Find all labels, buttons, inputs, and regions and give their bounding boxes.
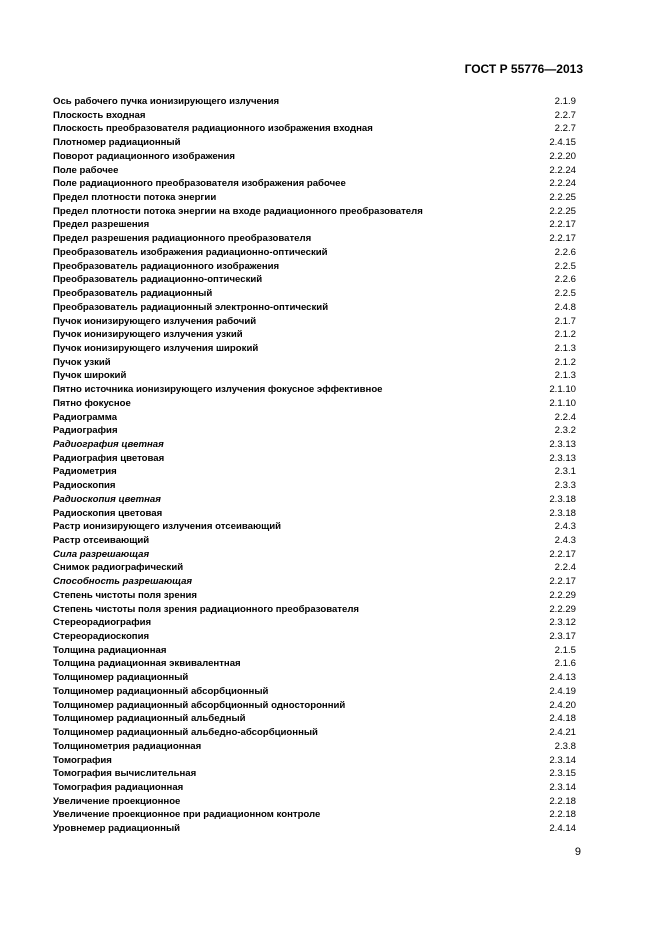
index-ref: 2.1.2 <box>554 329 576 341</box>
index-entry <box>53 150 576 164</box>
index-ref: 2.3.1 <box>554 466 576 478</box>
index-entry <box>53 136 576 150</box>
index-entry <box>53 712 576 726</box>
index-term: Толщиномер радиационный альбедный <box>53 713 246 725</box>
index-term: Уровнемер радиационный <box>53 823 181 835</box>
index-ref: 2.4.8 <box>554 301 576 313</box>
index-ref: 2.2.25 <box>549 192 576 204</box>
index-ref: 2.2.17 <box>549 548 576 560</box>
index-term: Стереорадиоскопия <box>53 631 150 643</box>
index-ref: 2.2.17 <box>549 576 576 588</box>
index-term: Радиограмма <box>53 411 118 423</box>
index-ref: 2.3.13 <box>549 438 576 450</box>
index-entry <box>53 356 576 370</box>
index-term: Предел плотности потока энергии <box>53 192 217 204</box>
index-term: Толщиномер радиационный <box>53 672 189 684</box>
index-entry <box>53 218 576 232</box>
index-entry <box>53 177 576 191</box>
index-term: Стереорадиография <box>53 617 152 629</box>
index-term: Пучок ионизирующего излучения узкий <box>53 329 243 341</box>
index-term: Плоскость входная <box>53 109 146 121</box>
index-term: Растр отсеивающий <box>53 535 150 546</box>
index-entry <box>53 589 576 603</box>
index-entry <box>53 411 576 425</box>
index-term: Пучок узкий <box>53 356 111 368</box>
index-term: Томография радиационная <box>53 781 184 793</box>
index-term: Пятно источника ионизирующего излучения фокусное эффективное <box>53 384 383 396</box>
index-term: Преобразователь радиационный <box>53 288 213 300</box>
index-ref: 2.4.3 <box>554 535 576 546</box>
index-entry <box>53 95 576 109</box>
index-ref: 2.3.18 <box>549 507 576 519</box>
index-term: Радиография цветовая <box>53 452 165 464</box>
index-entry <box>53 507 576 521</box>
index-ref: 2.2.24 <box>549 178 576 190</box>
term-index-list <box>53 95 576 836</box>
index-entry <box>53 109 576 123</box>
index-ref: 2.2.7 <box>554 123 576 135</box>
index-term: Толщиномер радиационный альбедно-абсорбционный <box>53 727 318 739</box>
index-ref: 2.3.8 <box>554 740 576 752</box>
index-entry <box>53 603 576 617</box>
index-entry <box>53 822 576 836</box>
index-ref: 2.2.7 <box>554 109 576 121</box>
index-ref: 2.3.14 <box>549 781 576 793</box>
index-entry <box>53 465 576 479</box>
index-ref: 2.2.17 <box>549 219 576 231</box>
index-ref: 2.4.19 <box>549 685 576 697</box>
index-term: Пучок широкий <box>53 370 127 382</box>
index-ref: 2.1.9 <box>554 96 576 107</box>
index-ref: 2.1.3 <box>554 342 576 354</box>
index-entry <box>53 315 576 329</box>
index-entry <box>53 630 576 644</box>
index-term: Поворот радиационного изображения <box>53 150 235 162</box>
index-entry <box>53 671 576 685</box>
index-term: Предел разрешения радиационного преобразователя <box>53 233 312 245</box>
index-entry <box>53 644 576 658</box>
index-entry <box>53 164 576 178</box>
index-entry <box>53 191 576 205</box>
index-entry <box>53 342 576 356</box>
index-ref: 2.1.3 <box>554 370 576 382</box>
index-term: Предел разрешения <box>53 219 150 231</box>
index-entry <box>53 534 576 548</box>
index-entry <box>53 424 576 438</box>
index-entry <box>53 561 576 575</box>
index-entry <box>53 575 576 589</box>
index-term: Толщина радиационная эквивалентная <box>53 658 241 670</box>
index-term: Ось рабочего пучка ионизирующего излучения <box>53 96 280 107</box>
index-term: Радиоскопия цветная <box>53 493 161 505</box>
index-term: Степень чистоты поля зрения <box>53 589 198 601</box>
index-entry <box>53 781 576 795</box>
index-entry <box>53 246 576 260</box>
index-term: Снимок радиографический <box>53 562 184 574</box>
index-ref: 2.1.10 <box>549 384 576 396</box>
index-term: Увеличение проекционное при радиационном контроле <box>53 809 321 821</box>
index-entry <box>53 726 576 740</box>
index-ref: 2.2.29 <box>549 589 576 601</box>
index-entry <box>53 301 576 315</box>
index-entry <box>53 122 576 136</box>
index-ref: 2.2.24 <box>549 164 576 176</box>
index-ref: 2.2.4 <box>554 411 576 423</box>
index-term: Преобразователь радиационного изображения <box>53 260 280 272</box>
index-entry <box>53 328 576 342</box>
index-ref: 2.4.3 <box>554 521 576 533</box>
index-term: Томография вычислительная <box>53 768 197 780</box>
index-entry <box>53 699 576 713</box>
index-term: Плотномер радиационный <box>53 137 181 149</box>
index-ref: 2.2.18 <box>549 809 576 821</box>
index-entry <box>53 548 576 562</box>
index-ref: 2.2.5 <box>554 260 576 272</box>
index-entry <box>53 287 576 301</box>
index-ref: 2.3.3 <box>554 480 576 492</box>
index-entry <box>53 795 576 809</box>
index-entry <box>53 767 576 781</box>
index-term: Толщиномер радиационный абсорбционный <box>53 685 269 697</box>
index-entry <box>53 740 576 754</box>
index-entry <box>53 493 576 507</box>
index-entry <box>53 754 576 768</box>
index-ref: 2.1.10 <box>549 397 576 409</box>
index-entry <box>53 397 576 411</box>
index-entry <box>53 383 576 397</box>
index-entry <box>53 452 576 466</box>
index-ref: 2.3.18 <box>549 493 576 505</box>
index-ref: 2.3.15 <box>549 768 576 780</box>
index-ref: 2.3.17 <box>549 631 576 643</box>
index-term: Радиография цветная <box>53 438 164 450</box>
index-entry <box>53 205 576 219</box>
index-term: Растр ионизирующего излучения отсеивающий <box>53 521 282 533</box>
index-term: Толщиномер радиационный абсорбционный односторонний <box>53 699 346 711</box>
index-ref: 2.3.14 <box>549 754 576 766</box>
index-entry <box>53 273 576 287</box>
index-entry <box>53 685 576 699</box>
index-term: Поле радиационного преобразователя изображения рабочее <box>53 178 346 190</box>
index-term: Преобразователь радиационный электронно-оптический <box>53 301 329 313</box>
index-term: Пятно фокусное <box>53 397 131 409</box>
index-ref: 2.3.2 <box>554 425 576 437</box>
index-entry <box>53 232 576 246</box>
page-number: 9 <box>574 846 581 858</box>
index-ref: 2.4.14 <box>549 823 576 835</box>
index-entry <box>53 260 576 274</box>
index-term: Сила разрешающая <box>53 548 150 560</box>
index-ref: 2.1.6 <box>554 658 576 670</box>
index-term: Радиография <box>53 425 118 437</box>
index-term: Способность разрешающая <box>53 576 193 588</box>
index-entry <box>53 369 576 383</box>
index-ref: 2.4.15 <box>549 137 576 149</box>
index-entry <box>53 438 576 452</box>
index-entry <box>53 520 576 534</box>
index-term: Толщина радиационная <box>53 644 167 656</box>
index-term: Радиоскопия цветовая <box>53 507 163 519</box>
index-ref: 2.1.5 <box>554 644 576 656</box>
index-ref: 2.2.18 <box>549 795 576 807</box>
index-entry <box>53 657 576 671</box>
index-term: Преобразователь радиационно-оптический <box>53 274 263 286</box>
index-term: Томография <box>53 754 112 766</box>
index-term: Радиоскопия <box>53 480 116 492</box>
index-ref: 2.2.25 <box>549 205 576 217</box>
index-ref: 2.2.17 <box>549 233 576 245</box>
index-ref: 2.2.5 <box>554 288 576 300</box>
index-term: Плоскость преобразователя радиационного изображения входная <box>53 123 373 135</box>
index-entry <box>53 808 576 822</box>
index-term: Радиометрия <box>53 466 117 478</box>
index-ref: 2.2.6 <box>554 274 576 286</box>
index-ref: 2.2.29 <box>549 603 576 615</box>
index-ref: 2.4.21 <box>549 727 576 739</box>
index-term: Поле рабочее <box>53 164 119 176</box>
document-header: ГОСТ Р 55776—2013 <box>464 62 583 76</box>
index-ref: 2.4.13 <box>549 672 576 684</box>
index-ref: 2.3.12 <box>549 617 576 629</box>
index-ref: 2.4.20 <box>549 699 576 711</box>
index-term: Предел плотности потока энергии на входе радиационного преобразователя <box>53 205 423 217</box>
index-term: Пучок ионизирующего излучения широкий <box>53 342 259 354</box>
index-ref: 2.3.13 <box>549 452 576 464</box>
index-ref: 2.4.18 <box>549 713 576 725</box>
index-entry <box>53 479 576 493</box>
index-ref: 2.1.2 <box>554 356 576 368</box>
index-ref: 2.2.4 <box>554 562 576 574</box>
index-ref: 2.2.6 <box>554 246 576 258</box>
index-ref: 2.1.7 <box>554 315 576 327</box>
index-ref: 2.2.20 <box>549 150 576 162</box>
index-entry <box>53 616 576 630</box>
index-term: Увеличение проекционное <box>53 795 181 807</box>
index-term: Преобразователь изображения радиационно-оптический <box>53 246 328 258</box>
index-term: Пучок ионизирующего излучения рабочий <box>53 315 257 327</box>
index-term: Степень чистоты поля зрения радиационного преобразователя <box>53 603 360 615</box>
index-term: Толщинометрия радиационная <box>53 740 202 752</box>
